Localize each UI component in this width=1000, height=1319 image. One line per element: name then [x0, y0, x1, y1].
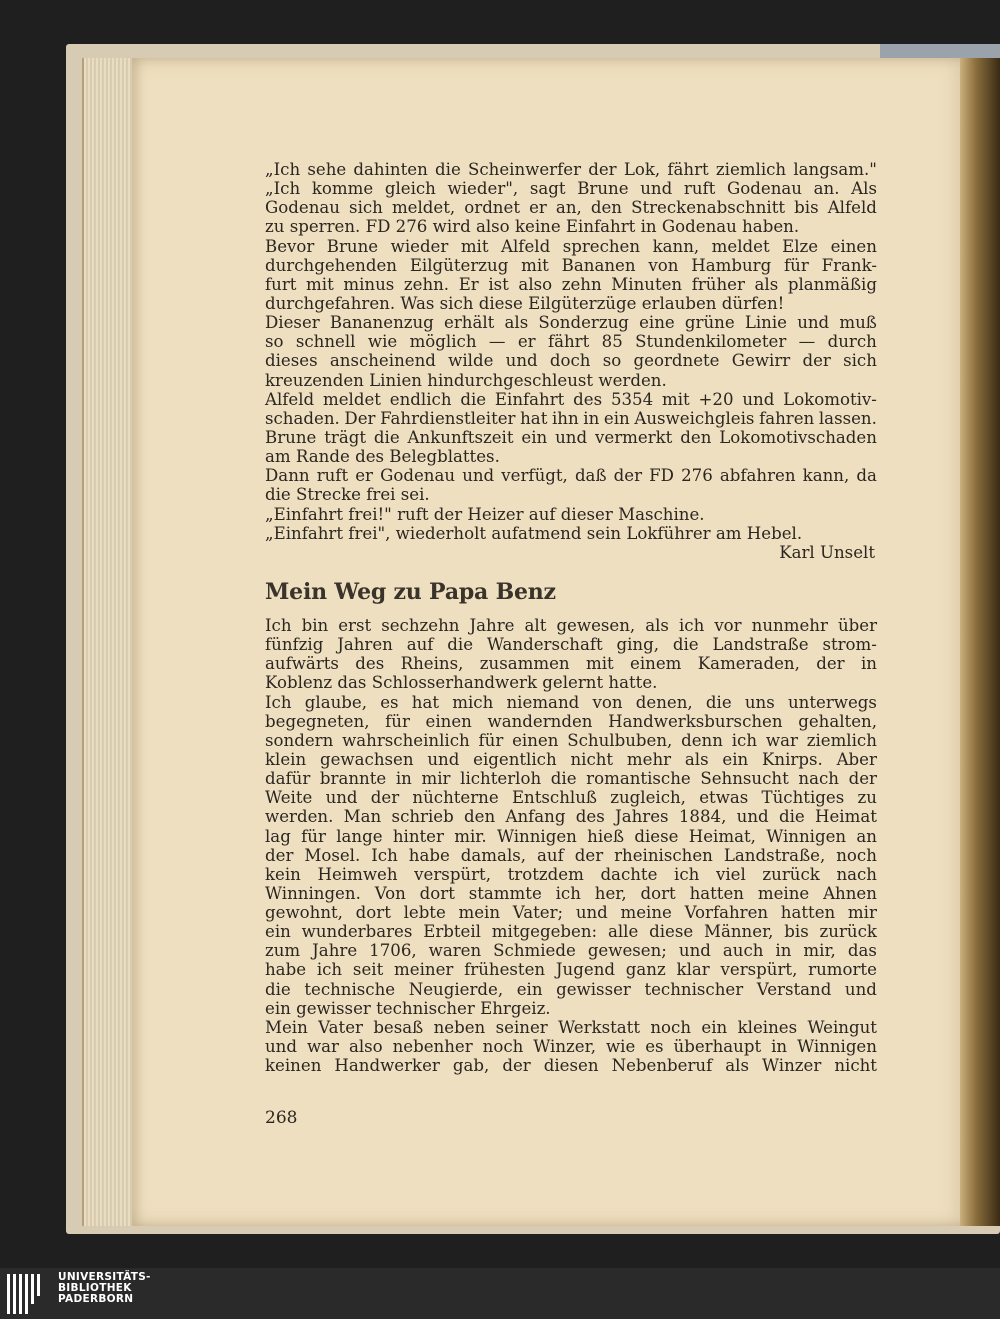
text-line: „Ich komme gleich wieder", sagt Brune und ruft Godenau an. Als	[265, 179, 877, 199]
text-line: sondern wahrscheinlich für einen Schulbuben, denn ich war ziemlich	[265, 730, 877, 750]
author-line	[265, 543, 877, 562]
library-logo-text	[58, 1272, 151, 1305]
text-line: „Einfahrt frei!" ruft der Heizer auf dieser Maschine.	[265, 504, 705, 524]
text-line: aufwärts des Rheins, zusammen mit einem Kameraden, der in	[265, 654, 877, 674]
text-line: durchgefahren. Was sich diese Eilgüterzüge erlauben dürfen!	[265, 293, 785, 313]
library-logo-icon	[6, 1272, 46, 1316]
book-gutter	[960, 58, 1000, 1226]
text-line: Ich bin erst sechzehn Jahre alt gewesen, als ich vor nunmehr über	[265, 615, 877, 635]
text-line: klein gewachsen und eigentlich nicht mehr als ein Knirps. Aber	[265, 749, 877, 769]
text-line: werden. Man schrieb den Anfang des Jahres 1884, und die Heimat	[265, 807, 877, 827]
text-line: die technische Neugierde, ein gewisser technischer Verstand und	[265, 979, 877, 999]
text-line: dafür brannte in mir lichterloh die romantische Sehnsucht nach der	[265, 769, 877, 789]
library-footer	[0, 1268, 1000, 1319]
text-line: durchgehenden Eilgüterzug mit Bananen von Hamburg für Frank-	[265, 255, 877, 275]
text-line: Bevor Brune wieder mit Alfeld sprechen kann, meldet Elze einen	[265, 236, 877, 256]
author-name: Karl Unselt	[779, 542, 875, 562]
text-line: Dann ruft er Godenau und verfügt, daß der FD 276 abfahren kann, da	[265, 466, 877, 486]
text-line: Dieser Bananenzug erhält als Sonderzug eine grüne Linie und muß	[265, 313, 877, 333]
text-line: „Einfahrt frei", wiederholt aufatmend sein Lokführer am Hebel.	[265, 523, 803, 543]
text-line: „Ich sehe dahinten die Scheinwerfer der Lok, fährt ziemlich langsam."	[265, 160, 877, 179]
text-line: die Strecke frei sei.	[265, 485, 430, 505]
text-line: zu sperren. FD 276 wird also keine Einfahrt in Godenau haben.	[265, 217, 800, 237]
text-line: Brune trägt die Ankunftszeit ein und vermerkt den Lokomotivschaden	[265, 427, 877, 447]
text-line: der Mosel. Ich habe damals, auf der rheinischen Landstraße, noch	[265, 845, 877, 865]
text-line: dieses anscheinend wilde und doch so geordnete Gewirr der sich	[265, 351, 877, 371]
story-ending	[265, 160, 877, 543]
logo-line: PADERBORN	[58, 1293, 134, 1305]
text-line: Mein Vater besaß neben seiner Werkstatt noch ein kleines Weingut	[265, 1017, 877, 1037]
chapter-body	[265, 616, 877, 1075]
text-line: Alfeld meldet endlich die Einfahrt des 5354 mit +20 und Lokomotiv-	[265, 389, 877, 409]
text-line: kreuzenden Linien hindurchgeschleust werden.	[265, 370, 667, 390]
text-line: keinen Handwerker gab, der diesen Nebenberuf als Winzer nicht	[265, 1056, 877, 1076]
text-block	[265, 160, 877, 1075]
logo-line: UNIVERSITÄTS-	[58, 1271, 151, 1283]
page-number: 268	[265, 1108, 298, 1128]
text-line: so schnell wie möglich — er fährt 85 Stundenkilometer — durch	[265, 332, 877, 352]
text-line: Koblenz das Schlosserhandwerk gelernt hatte.	[265, 673, 658, 693]
logo-line: BIBLIOTHEK	[58, 1282, 132, 1294]
text-line: und war also nebenher noch Winzer, wie es überhaupt in Winnigen	[265, 1037, 877, 1057]
text-line: am Rande des Belegblattes.	[265, 447, 500, 467]
text-line: Godenau sich meldet, ordnet er an, den Streckenabschnitt bis Alfeld	[265, 198, 877, 218]
text-line: begegneten, für einen wandernden Handwerksburschen gehalten,	[265, 711, 877, 731]
text-line: ein wunderbares Erbteil mitgegeben: alle diese Männer, bis zurück	[265, 922, 877, 942]
text-line: zum Jahre 1706, waren Schmiede gewesen; und auch in mir, das	[265, 941, 877, 961]
text-line: ein gewisser technischer Ehrgeiz.	[265, 998, 551, 1018]
text-line: Weite und der nüchterne Entschluß zugleich, etwas Tüchtiges zu	[265, 788, 877, 808]
text-line: schaden. Der Fahrdienstleiter hat ihn in ein Ausweichgleis fahren lassen.	[265, 408, 877, 428]
text-line: gewohnt, dort lebte mein Vater; und meine Vorfahren hatten mir	[265, 903, 877, 923]
text-line: Winningen. Von dort stammte ich her, dort hatten meine Ahnen	[265, 883, 877, 903]
text-line: kein Heimweh verspürt, trotzdem dachte ich viel zurück nach	[265, 864, 877, 884]
text-line: furt mit minus zehn. Er ist also zehn Minuten früher als planmäßig	[265, 274, 877, 294]
text-line: lag für lange hinter mir. Winnigen hieß diese Heimat, Winnigen an	[265, 826, 877, 846]
text-line: Ich glaube, es hat mich niemand von denen, die uns unterwegs	[265, 692, 877, 712]
chapter-heading: Mein Weg zu Papa Benz	[265, 578, 556, 605]
text-line: fünfzig Jahren auf die Wanderschaft ging, die Landstraße strom-	[265, 635, 877, 655]
text-line: habe ich seit meiner frühesten Jugend ganz klar verspürt, rumorte	[265, 960, 877, 980]
